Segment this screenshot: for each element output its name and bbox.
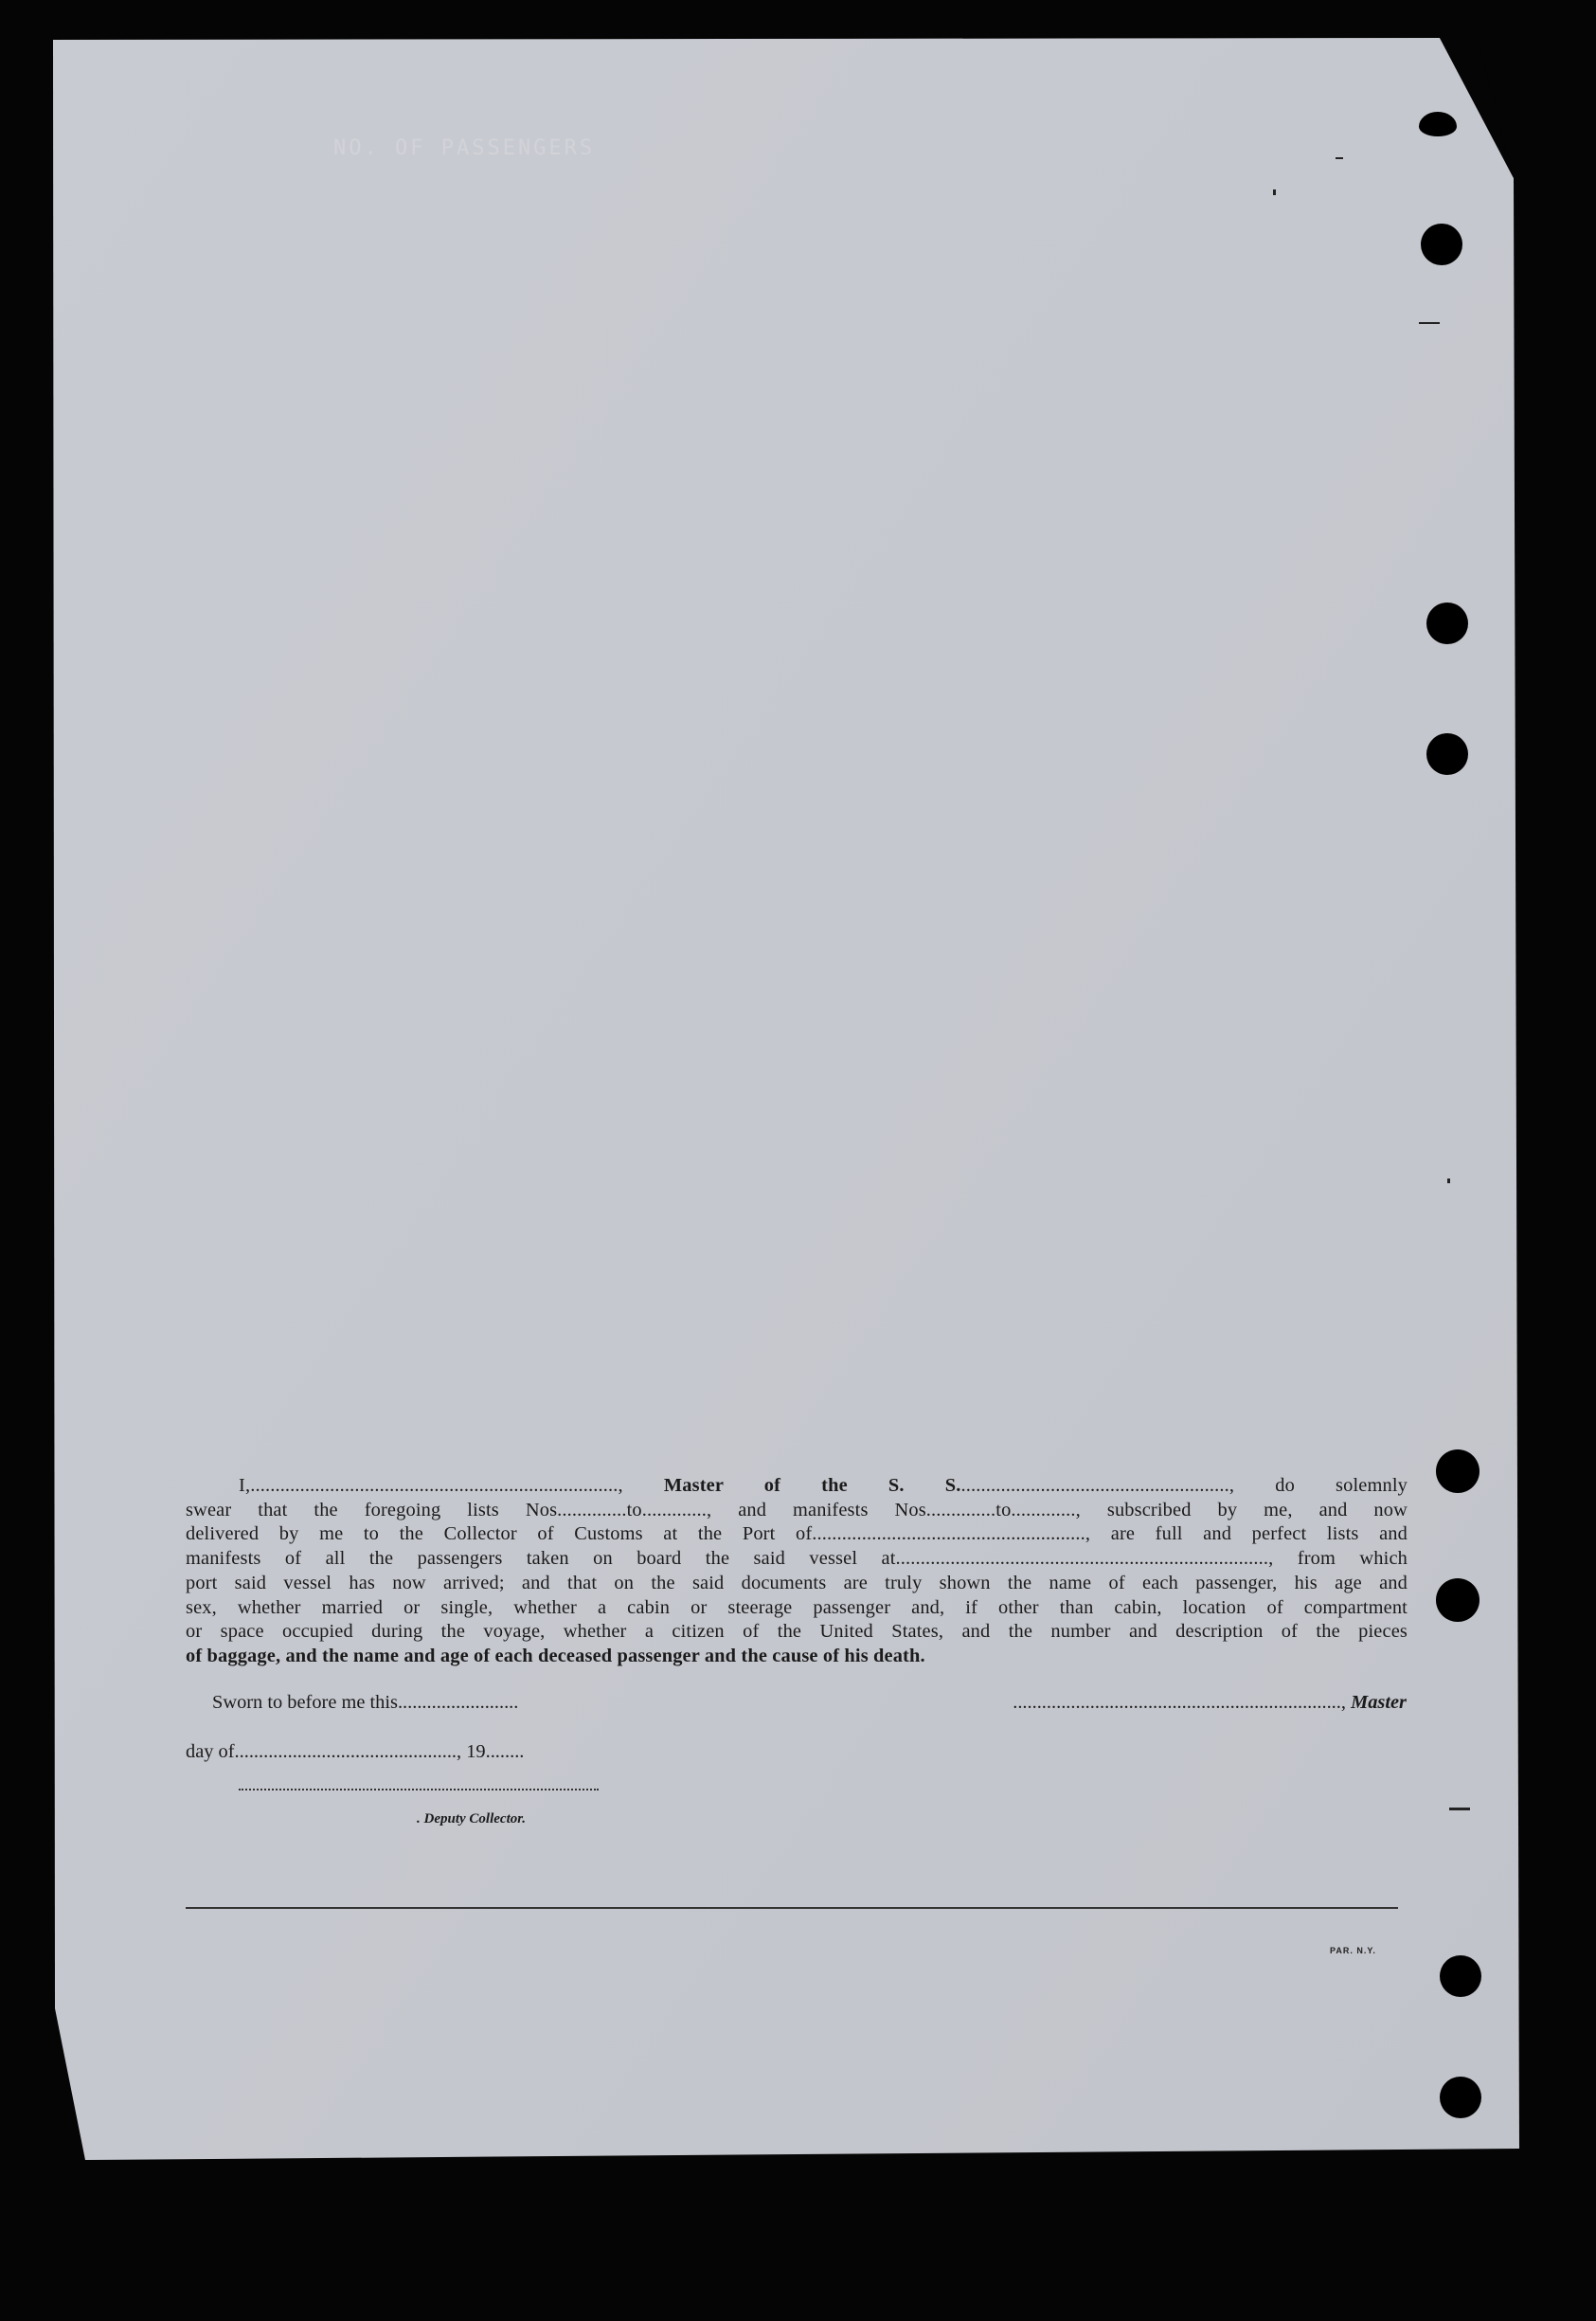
deputy-signature-line: [239, 1789, 599, 1790]
speck: [1449, 1808, 1470, 1810]
speck: [1419, 322, 1440, 324]
binder-hole: [1440, 2077, 1481, 2118]
binder-hole: [1436, 1578, 1479, 1622]
sworn-to-line: Sworn to before me this.........................: [212, 1692, 519, 1713]
binder-hole: [1426, 733, 1468, 775]
printer-mark: PAR. N.Y.: [1330, 1946, 1376, 1955]
oath-line-1-part: ..........................................................................,: [250, 1475, 623, 1496]
oath-line-1: [186, 1474, 1408, 1499]
deputy-collector-label: . Deputy Collector.: [417, 1811, 526, 1826]
oath-line-8: of baggage, and the name and age of each deceased passenger and the cause of his death.: [186, 1645, 925, 1666]
binder-hole: [1426, 603, 1468, 644]
oath-line-4: manifests of all the passengers taken on board the said vessel at..........................................................................., from which: [186, 1548, 1408, 1570]
faint-header-text: NO. OF PASSENGERS: [333, 136, 596, 160]
oath-paragraph: [186, 1474, 1408, 1669]
binder-hole: [1436, 1449, 1479, 1493]
binder-hole: [1421, 224, 1462, 265]
oath-line-2: swear that the foregoing lists Nos..............to............., and manifests Nos..............to............., subscribed by me, and now: [186, 1499, 1408, 1520]
day-of-line: day of.............................................., 19........: [186, 1741, 525, 1762]
oath-line-1-part: do solemnly: [1234, 1475, 1408, 1496]
horizontal-rule: [186, 1907, 1398, 1909]
master-label: Master: [1351, 1692, 1407, 1713]
oath-line-7: or space occupied during the voyage, whether a citizen of the United States, and the number and description of the pieces: [186, 1621, 1408, 1643]
oath-line-3: delivered by me to the Collector of Customs at the Port of......................................................., are full and perfect lists and: [186, 1523, 1408, 1545]
oath-line-1-part: ......................................................,: [960, 1475, 1235, 1496]
speck: [1447, 1178, 1450, 1183]
speck: [1336, 157, 1343, 159]
oath-line-1-part: I,: [239, 1475, 251, 1496]
master-signature-line: [905, 1692, 1407, 1714]
oath-line-6: sex, whether married or single, whether a cabin or steerage passenger and, if other than cabin, location of compartment: [186, 1596, 1408, 1618]
speck: [1273, 189, 1276, 195]
oath-line-5: port said vessel has now arrived; and that on the said documents are truly shown the name of each passenger, his age and: [186, 1572, 1408, 1593]
corner-notch: [1419, 112, 1457, 136]
master-signature-dots: ....................................................................,: [1013, 1692, 1346, 1713]
oath-line-1-part: Master of the S. S.: [622, 1475, 961, 1496]
binder-hole: [1440, 1955, 1481, 1997]
